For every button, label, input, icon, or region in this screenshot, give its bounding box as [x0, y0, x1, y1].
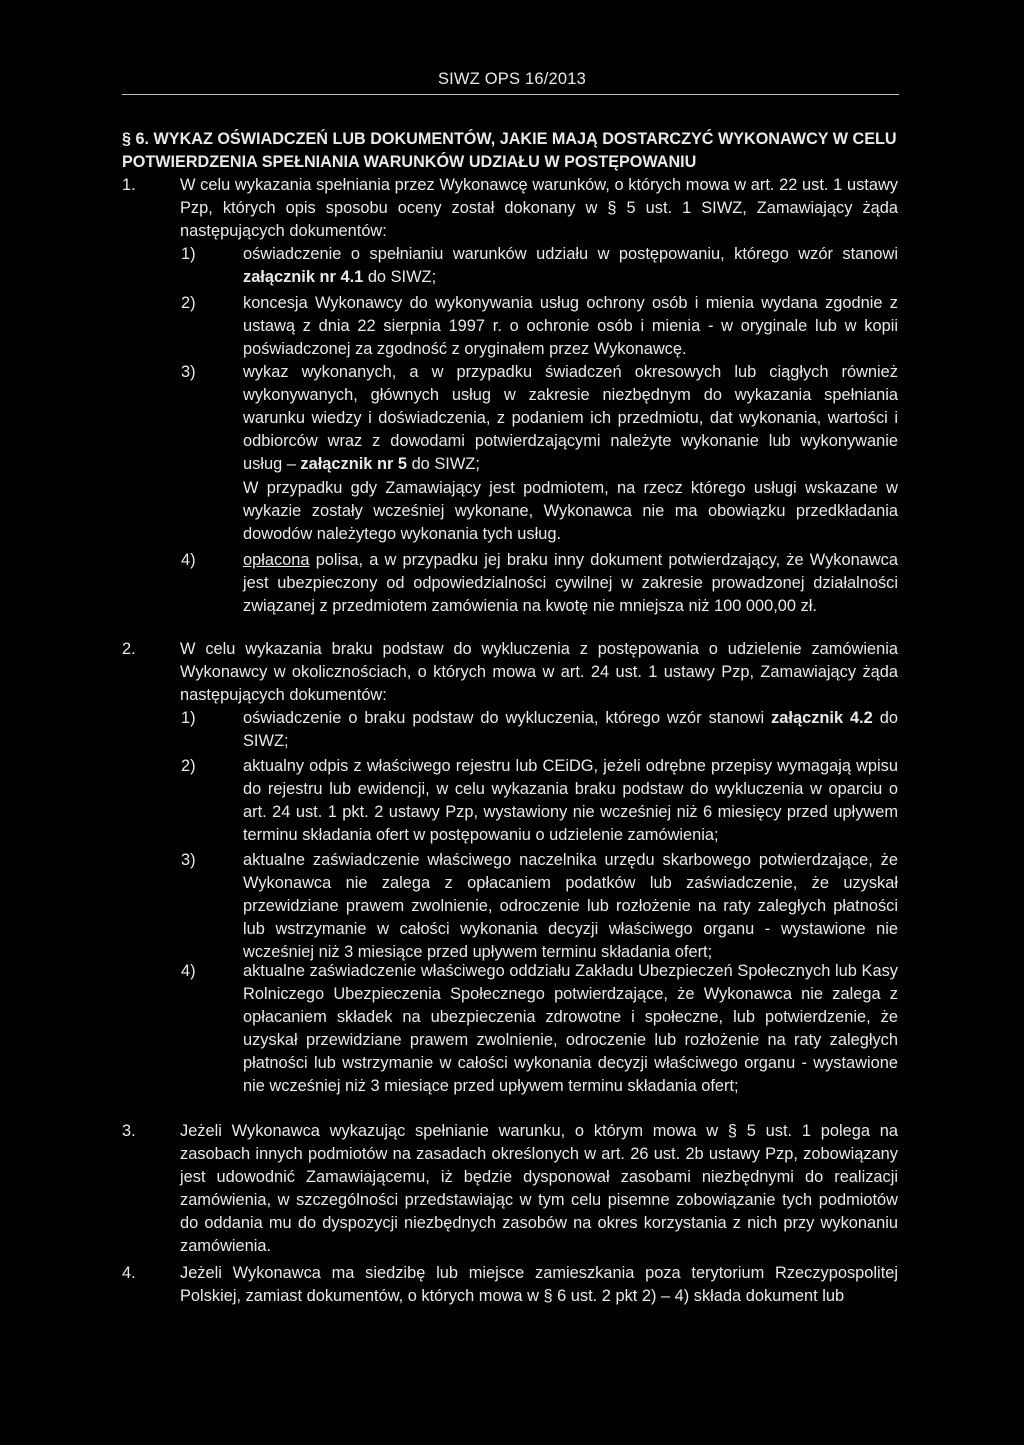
header-rule: [122, 94, 899, 95]
item-number: 3): [181, 851, 196, 869]
item-text: aktualny odpis z właściwego rejestru lub CEiDG, jeżeli odrębne przepisy wymagają wpisu do rejestru lub ewidencji, w celu wykazania braku podstaw do wykluczenia w oparciu o art. 24 ust. 1 pkt. 2 ustawy Pzp, wystawiony nie wcześniej niż 6 miesięcy przed upływem terminu składania ofert w postępowaniu o udzielenie zamówienia;: [243, 757, 898, 844]
item-text: koncesja Wykonawcy do wykonywania usług ochrony osób i mienia wydana zgodnie z ustawą z dnia 22 sierpnia 1997 r. o ochronie osób i mienia - w oryginale lub w kopii poświadczonej za zgodność z oryginałem przez Wykonawcę.: [243, 294, 898, 358]
section-title: § 6. WYKAZ OŚWIADCZEŃ LUB DOKUMENTÓW, JAKIE MAJĄ DOSTARCZYĆ WYKONAWCY W CELU POTWIERDZENIA SPEŁNIANIA WARUNKÓW UDZIAŁU W POSTĘPOWANIU: [122, 130, 897, 171]
item-number: 3): [181, 363, 196, 381]
item-number: 1): [181, 245, 196, 263]
item-text: wykaz wykonanych, a w przypadku świadczeń okresowych lub ciągłych również wykonywanych, głównych usług w zakresie niezbędnym do wykazania spełniania warunku wiedzy i doświadczenia, z podaniem ich przedmiotu, dat wykonania, wartości i odbiorców wraz z dowodami potwierdzającymi należyte wykonanie lub wykonywanie usług – załącznik nr 5 do SIWZ;: [243, 363, 898, 473]
item-number: 4): [181, 551, 196, 569]
point-number: 1.: [122, 176, 136, 194]
item-number: 2): [181, 757, 196, 775]
page-header: SIWZ OPS 16/2013: [437, 70, 587, 88]
point-text: Jeżeli Wykonawca wykazując spełnianie warunku, o którym mowa w § 5 ust. 1 polega na zasobach innych podmiotów na zasadach określonych w art. 26 ust. 2b ustawy Pzp, zobowiązany jest udowodnić Zamawiającemu, iż będzie dysponował zasobami niezbędnymi do realizacji zamówienia, w szczególności przedstawiając w tym celu pisemne zobowiązanie tych podmiotów do oddania mu do dyspozycji niezbędnych zasobów na okres korzystania z nich przy wykonaniu zamówienia.: [180, 1122, 898, 1255]
item-text: oświadczenie o spełnianiu warunków udziału w postępowaniu, którego wzór stanowi załącznik nr 4.1 do SIWZ;: [243, 245, 898, 286]
item-text: aktualne zaświadczenie właściwego naczelnika urzędu skarbowego potwierdzające, że Wykonawca nie zalega z opłacaniem podatków lub zaświadczenie, że uzyskał przewidziane prawem zwolnienie, odroczenie lub rozłożenie na raty zaległych płatności lub wstrzymanie w całości wykonania decyzji właściwego organu - wystawione nie wcześniej niż 3 miesiące przed upływem terminu składania ofert;: [243, 851, 898, 961]
point-text: W celu wykazania braku podstaw do wykluczenia z postępowania o udzielenie zamówienia Wykonawcy w okolicznościach, o których mowa w art. 24 ust. 1 ustawy Pzp, Zamawiający żąda następujących dokumentów:: [180, 640, 898, 704]
item-note: W przypadku gdy Zamawiający jest podmiotem, na rzecz którego usługi wskazane w wykazie zostały wcześniej wykonane, Wykonawca nie ma obowiązku przedkładania dowodów należytego wykonania tych usług.: [243, 479, 898, 543]
item-text: opłacona polisa, a w przypadku jej braku inny dokument potwierdzający, że Wykonawca jest ubezpieczony od odpowiedzialności cywilnej w zakresie prowadzonej działalności związanej z przedmiotem zamówienia na kwotę nie mniejsza niż 100 000,00 zł.: [243, 551, 898, 615]
point-text: W celu wykazania spełniania przez Wykonawcę warunków, o których mowa w art. 22 ust. 1 ustawy Pzp, których opis sposobu oceny został dokonany w § 5 ust. 1 SIWZ, Zamawiający żąda następujących dokumentów:: [180, 176, 898, 240]
item-text: aktualne zaświadczenie właściwego oddziału Zakładu Ubezpieczeń Społecznych lub Kasy Rolniczego Ubezpieczenia Społecznego potwierdzające, że Wykonawca nie zalega z opłacaniem składek na ubezpieczenia zdrowotne i społeczne, lub potwierdzenie, że uzyskał przewidziane prawem zwolnienie, odroczenie lub rozłożenie na raty zaległych płatności lub wstrzymanie w całości wykonania decyzji właściwego organu - wystawione nie wcześniej niż 3 miesiące przed upływem terminu składania ofert;: [243, 962, 898, 1095]
point-number: 2.: [122, 640, 136, 658]
item-text: oświadczenie o braku podstaw do wykluczenia, którego wzór stanowi załącznik 4.2 do SIWZ;: [243, 709, 898, 750]
point-text: Jeżeli Wykonawca ma siedzibę lub miejsce zamieszkania poza terytorium Rzeczypospolitej Polskiej, zamiast dokumentów, o których mowa w § 6 ust. 2 pkt 2) – 4) składa dokument lub: [180, 1264, 898, 1305]
item-number: 2): [181, 294, 196, 312]
item-number: 1): [181, 709, 196, 727]
point-number: 4.: [122, 1264, 136, 1282]
item-number: 4): [181, 962, 196, 980]
point-number: 3.: [122, 1122, 136, 1140]
